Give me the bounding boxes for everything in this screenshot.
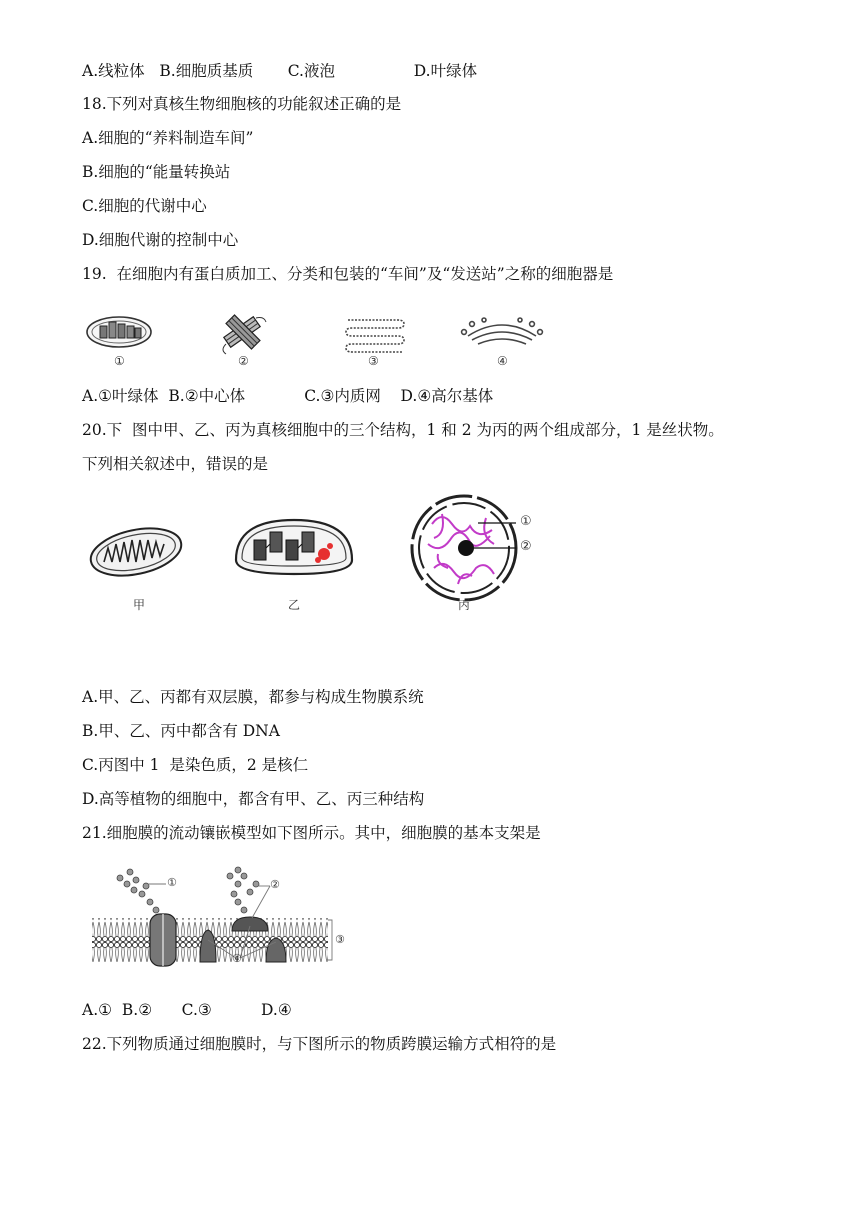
figure-label-4: ④ (497, 354, 508, 368)
organelle-centriole-icon (223, 315, 266, 354)
structure-chloroplast-icon (236, 520, 352, 574)
callout-3: ③ (335, 933, 345, 946)
organelle-er-icon (346, 320, 404, 352)
membrane-model-drawing (90, 858, 360, 964)
label-yi: 乙 (288, 598, 301, 612)
figure-label-2: ② (238, 354, 249, 368)
q19-options: A.①叶绿体 B.②中心体 C.③内质网 D.④高尔基体 (82, 387, 494, 405)
q18-option-b: B.细胞的“能量转换站 (82, 163, 231, 181)
q21-options: A.① B.② C.③ D.④ (82, 1001, 292, 1019)
figure-label-1: ① (114, 354, 125, 368)
q20-option-c: C.丙图中 1 是染色质，2 是核仁 (82, 756, 309, 774)
structure-nucleus-icon (412, 496, 516, 600)
q20-structures-drawing (86, 496, 546, 618)
q17-options: A.线粒体 B.细胞质基质 C.液泡 D.叶绿体 (82, 62, 478, 80)
q20-option-d: D.高等植物的细胞中，都含有甲、乙、丙三种结构 (82, 790, 425, 808)
q20-stem-line2: 下列相关叙述中，错误的是 (82, 455, 269, 473)
organelle-golgi-icon (462, 318, 543, 344)
q18-option-c: C.细胞的代谢中心 (82, 197, 207, 215)
callout-1: ① (167, 876, 177, 889)
figure-label-3: ③ (368, 354, 379, 368)
q18-option-a: A.细胞的“养料制造车间” (82, 129, 254, 147)
structure-mitochondrion-icon (86, 521, 185, 583)
q21-membrane-figure (90, 858, 360, 964)
organelle-chloroplast-icon (87, 317, 151, 347)
q18-option-d: D.细胞代谢的控制中心 (82, 231, 239, 249)
q19-organelles-drawing (86, 312, 556, 372)
q22-stem: 22.下列物质通过细胞膜时，与下图所示的物质跨膜运输方式相符的是 (82, 1035, 557, 1053)
q19-stem: 19. 在细胞内有蛋白质加工、分类和包装的“车间”及“发送站”之称的细胞器是 (82, 265, 614, 283)
callout-4: ④ (232, 952, 242, 965)
label-bing: 丙 (458, 598, 471, 612)
callout-2: ② (270, 878, 280, 891)
q18-stem: 18.下列对真核生物细胞核的功能叙述正确的是 (82, 95, 402, 113)
q20-option-b: B.甲、乙、丙中都含有 DNA (82, 722, 280, 740)
callout-2: ② (520, 539, 532, 554)
q20-stem-line1: 20.下 图中甲、乙、丙为真核细胞中的三个结构，1 和 2 为丙的两个组成部分，1 是丝状物。 (82, 421, 724, 439)
callout-1: ① (520, 514, 532, 529)
q21-stem: 21.细胞膜的流动镶嵌模型如下图所示。其中，细胞膜的基本支架是 (82, 824, 541, 842)
label-jia: 甲 (133, 598, 146, 612)
q20-structure-figure (86, 496, 546, 618)
q19-organelle-figure (86, 312, 556, 372)
q20-option-a: A.甲、乙、丙都有双层膜，都参与构成生物膜系统 (82, 688, 424, 706)
